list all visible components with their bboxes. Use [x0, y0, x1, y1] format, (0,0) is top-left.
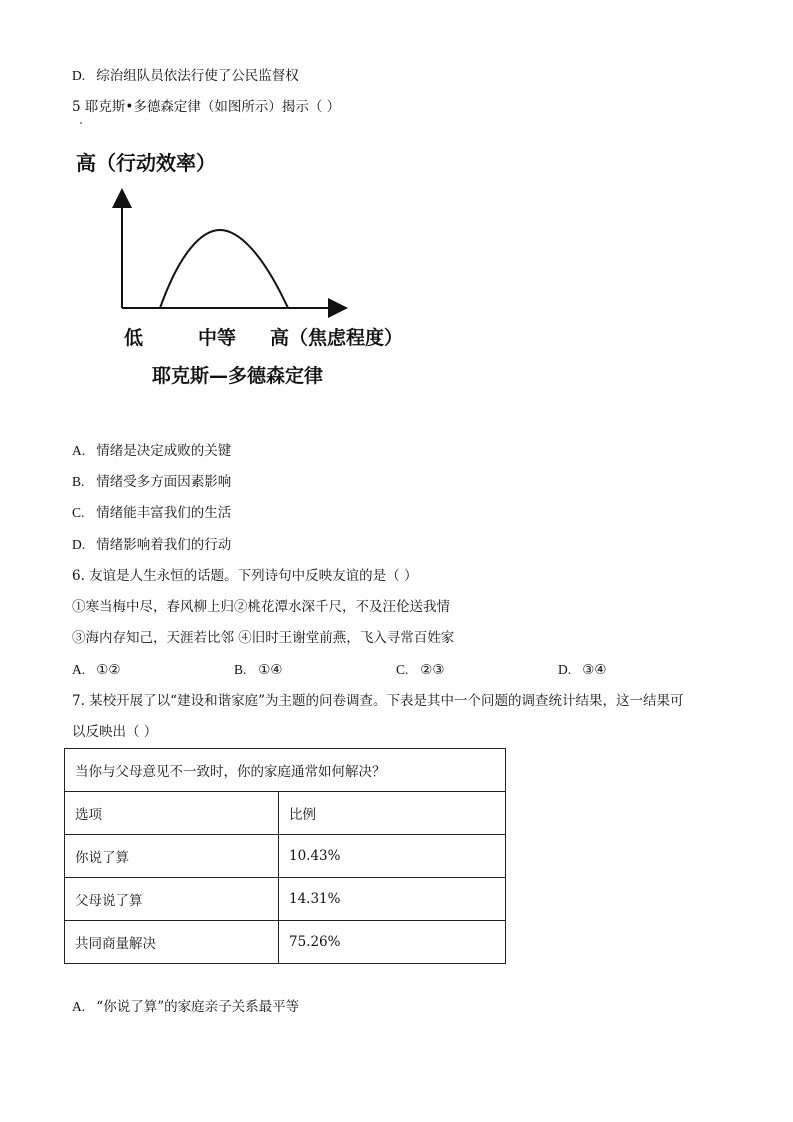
option-label: B. — [72, 474, 85, 489]
table-row — [65, 921, 506, 964]
row-option: 父母说了算 — [65, 878, 279, 921]
row-ratio: 10.43% — [279, 835, 506, 878]
survey-table — [64, 748, 506, 964]
option-text: 情绪影响着我们的行动 — [96, 537, 232, 553]
table-header-row — [65, 792, 506, 835]
row-ratio: 75.26% — [279, 921, 506, 964]
option-text: 情绪受多方面因素影响 — [96, 474, 232, 490]
q5-option-a[interactable] — [72, 441, 231, 461]
row-ratio: 14.31% — [279, 878, 506, 921]
option-label: A. — [72, 443, 86, 458]
choice-label: C. — [396, 662, 409, 677]
q6-poem-line-2: ③海内存知己，天涯若比邻 ④旧时王谢堂前燕，飞入寻常百姓家 — [72, 630, 455, 646]
choice-label: D. — [558, 662, 572, 677]
stray-dot — [80, 122, 82, 124]
q5-option-c[interactable] — [72, 503, 231, 523]
y-axis-label: 高（行动效率） — [76, 151, 216, 175]
x-label-low: 低 — [124, 327, 144, 349]
choice-label: B. — [234, 662, 247, 677]
x-label-mid: 中等 — [198, 327, 237, 349]
table-question: 当你与父母意见不一致时，你的家庭通常如何解决？ — [65, 749, 506, 792]
row-option: 共同商量解决 — [65, 921, 279, 964]
choice-text: ①④ — [258, 662, 283, 678]
yerkes-dodson-figure — [68, 140, 428, 390]
yerkes-dodson-graph — [68, 140, 428, 390]
table-row — [65, 835, 506, 878]
question-5-stem: 5 耶克斯•多德森定律（如图所示）揭示（ ） — [72, 99, 341, 115]
option-label: D. — [72, 537, 86, 552]
q7-option-a[interactable] — [72, 997, 299, 1017]
q5-option-d[interactable] — [72, 535, 231, 555]
q6-choice-c[interactable] — [396, 660, 445, 680]
q6-poem-line-1: ①寒当梅中尽，春风柳上归②桃花潭水深千尺，不及汪伦送我情 — [72, 599, 450, 615]
option-label: A. — [72, 999, 86, 1014]
table-question-row — [65, 749, 506, 792]
q5-option-b[interactable] — [72, 472, 231, 492]
row-option: 你说了算 — [65, 835, 279, 878]
q6-choice-b[interactable] — [234, 660, 283, 680]
option-label: D. — [72, 68, 86, 83]
option-text: 情绪是决定成败的关键 — [96, 443, 232, 459]
table-row — [65, 878, 506, 921]
question-7-stem-line-1: 7. 某校开展了以“建设和谐家庭”为主题的问卷调查。下表是其中一个问题的调查统计结果，这一结果可 — [72, 693, 684, 709]
choice-text: ③④ — [582, 662, 607, 678]
header-ratio: 比例 — [279, 792, 506, 835]
option-d-previous — [72, 66, 299, 86]
choice-label: A. — [72, 662, 86, 677]
option-text: “你说了算”的家庭亲子关系最平等 — [96, 999, 300, 1015]
choice-text: ②③ — [420, 662, 445, 678]
question-6-stem: 6. 友谊是人生永恒的话题。下列诗句中反映友谊的是（ ） — [72, 568, 418, 584]
choice-text: ①② — [96, 662, 121, 678]
option-label: C. — [72, 505, 85, 520]
option-text: 综治组队员依法行使了公民监督权 — [96, 68, 299, 84]
efficiency-curve — [160, 230, 288, 308]
figure-caption: 耶克斯—多德森定律 — [152, 365, 324, 387]
question-7-stem-line-2: 以反映出（ ） — [72, 724, 158, 740]
option-text: 情绪能丰富我们的生活 — [96, 505, 232, 521]
x-label-high: 高（焦虑程度） — [270, 327, 404, 349]
header-option: 选项 — [65, 792, 279, 835]
q6-choice-d[interactable] — [558, 660, 607, 680]
q6-choice-a[interactable] — [72, 660, 121, 680]
